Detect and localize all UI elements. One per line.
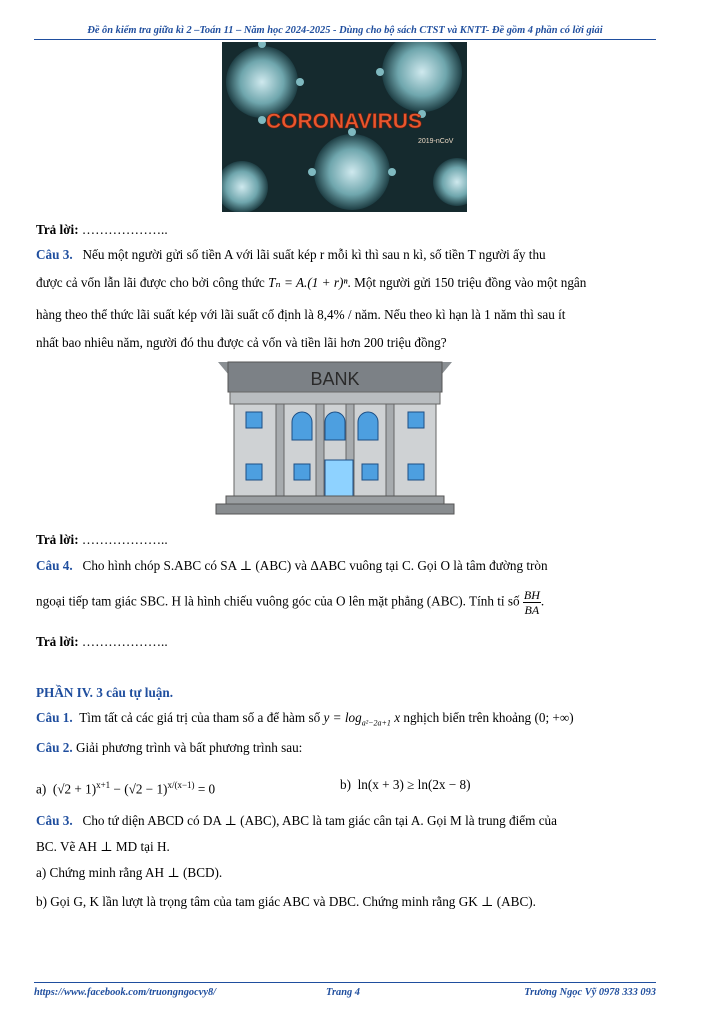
part-4-title: PHẦN IV. 3 câu tự luận. (36, 685, 173, 700)
answer-line-3: Trả lời: ……………….. (36, 532, 168, 547)
essay-3-line2: BC. Vẽ AH ⊥ MD tại H. (36, 839, 170, 854)
question-4-line2: ngoại tiếp tam giác SBC. H là hình chiếu vuông góc của O lên mặt phẳng (ABC). Tính tỉ số $\frac{BH}{BA}$ . (36, 588, 545, 617)
coronavirus-subtitle: 2019-nCoV (418, 138, 454, 145)
essay-3-a: a) Chứng minh rằng AH ⊥ (BCD). (36, 865, 223, 880)
question-3: Câu 3. Nếu một người gửi số tiền A với lãi suất kép r mỗi kì thì sau n kì, số tiền T người ấy thu (36, 247, 546, 262)
page-number: Trang 4 (326, 987, 360, 998)
essay-1: Câu 1. Tìm tất cả các giá trị của tham số a để hàm số $y = \log_{a^2-2a+1} x$ nghịch biến trên khoảng (0; +∞) (36, 710, 574, 728)
essay-3: Câu 3. Cho tứ diện ABCD có DA ⊥ (ABC), ABC là tam giác cân tại A. Gọi M là trung điểm của (36, 813, 557, 828)
answer-line-2: Trả lời: ……………….. (36, 222, 168, 237)
question-3-line3: hàng theo thể thức lãi suất kép với lãi suất cố định là 8,4% / năm. Nếu theo kì hạn là 1 năm thì sau ít (36, 307, 566, 322)
page-footer (34, 982, 656, 1007)
essay-3-b: b) Gọi G, K lần lượt là trọng tâm của tam giác ABC và DBC. Chứng minh rằng GK ⊥ (ABC). (36, 894, 536, 909)
question-3-line4: nhất bao nhiêu năm, người đó thu được cả vốn và tiền lãi hơn 200 triệu đồng? (36, 335, 447, 350)
author-contact: Trương Ngọc Vỹ 0978 333 093 (524, 987, 656, 998)
bank-sign: BANK (310, 369, 360, 389)
question-3-line2: được cả vốn lẫn lãi được cho bởi công thức Tₙ = A.(1 + r)ⁿ. Một người gửi 150 triệu đồng vào một ngân (36, 275, 587, 290)
essay-2-a: a) $(√2 + 1)^{x+1} - (√2 - 1)^{x/(x-1)} = 0$ (36, 780, 216, 797)
facebook-link[interactable]: https://www.facebook.com/truongngocvy8/ (34, 987, 217, 998)
page-header: Đề ôn kiểm tra giữa kì 2 –Toán 11 – Năm học 2024-2025 - Dùng cho bộ sách CTST và KNTT- Đề gồm 4 phần có lời giải (34, 25, 656, 40)
coronavirus-title: CORONAVIRUS (266, 110, 422, 133)
question-4: Câu 4. Cho hình chóp S.ABC có SA ⊥ (ABC) và ΔABC vuông tại C. Gọi O là tâm đường tròn (36, 558, 548, 573)
coronavirus-image (222, 42, 467, 212)
answer-line-4: Trả lời: ……………….. (36, 634, 168, 649)
essay-2-b: b) ln(x + 3) ≥ ln(2x − 8) (340, 777, 471, 792)
bank-image (212, 358, 458, 524)
essay-2: Câu 2. Giải phương trình và bất phương trình sau: (36, 740, 303, 755)
